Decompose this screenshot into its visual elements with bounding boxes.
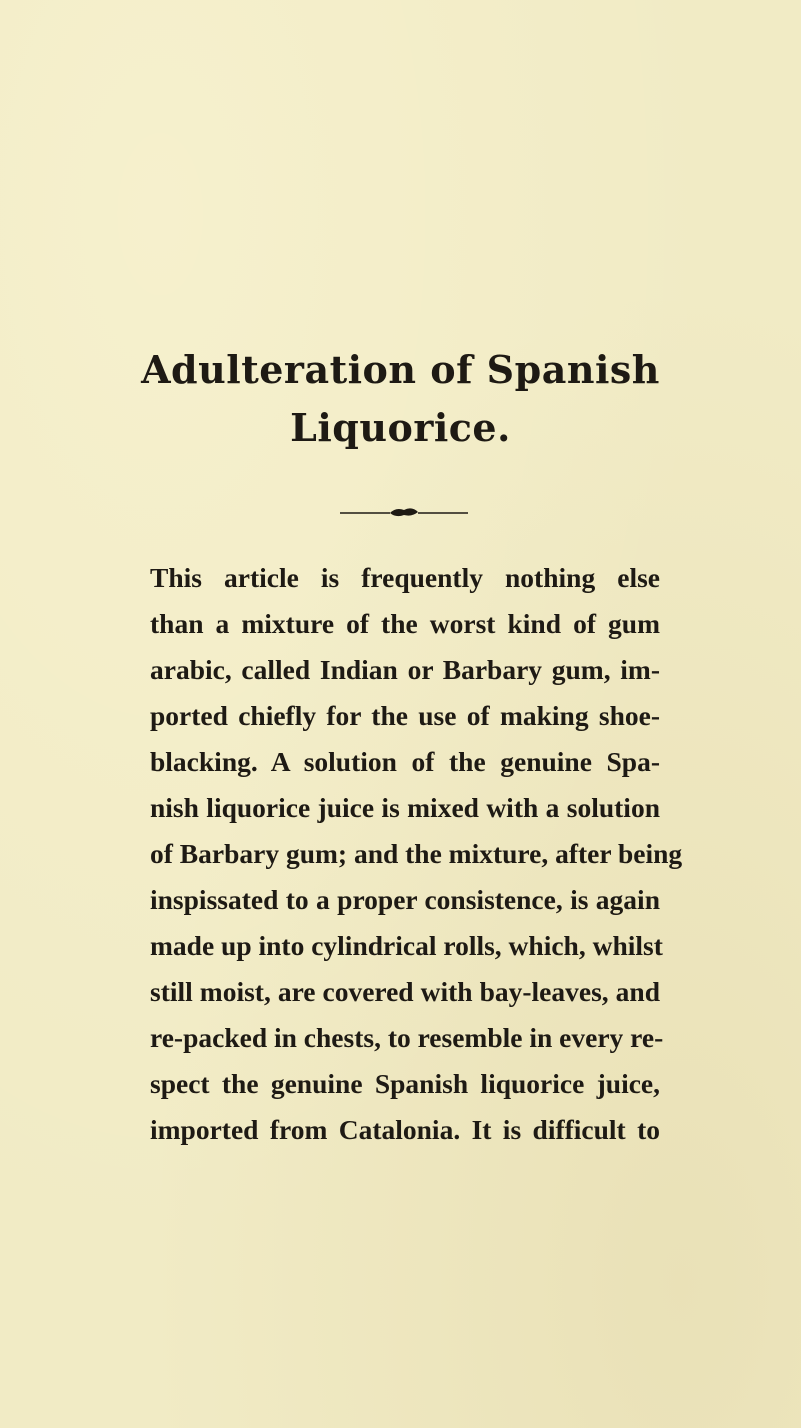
ornamental-rule-icon [340, 504, 468, 520]
text-line: made up into cylindrical rolls, which, whilst [150, 930, 663, 961]
text-line: still moist, are covered with bay-leaves, and [150, 976, 660, 1007]
text-line: than a mixture of the worst kind of gum [150, 608, 660, 639]
heading-line-2: Liquorice. [290, 405, 511, 450]
text-line: blacking. A solution of the genuine Spa- [150, 746, 660, 777]
text-line: re-packed in chests, to resemble in every re- [150, 1022, 664, 1053]
text-line: arabic, called Indian or Barbary gum, im- [150, 654, 660, 685]
text-line: ported chiefly for the use of making shoe- [150, 700, 660, 731]
text-line: imported from Catalonia. It is difficult to [150, 1114, 660, 1145]
text-line: nish liquorice juice is mixed with a solution [150, 792, 660, 823]
text-line: of Barbary gum; and the mixture, after being [150, 838, 683, 869]
text-line: This article is frequently nothing else [150, 562, 660, 593]
text-line: inspissated to a proper consistence, is again [150, 884, 660, 915]
text-line: spect the genuine Spanish liquorice juice, [150, 1068, 660, 1099]
heading-line-1: Adulteration of Spanish [141, 347, 660, 392]
